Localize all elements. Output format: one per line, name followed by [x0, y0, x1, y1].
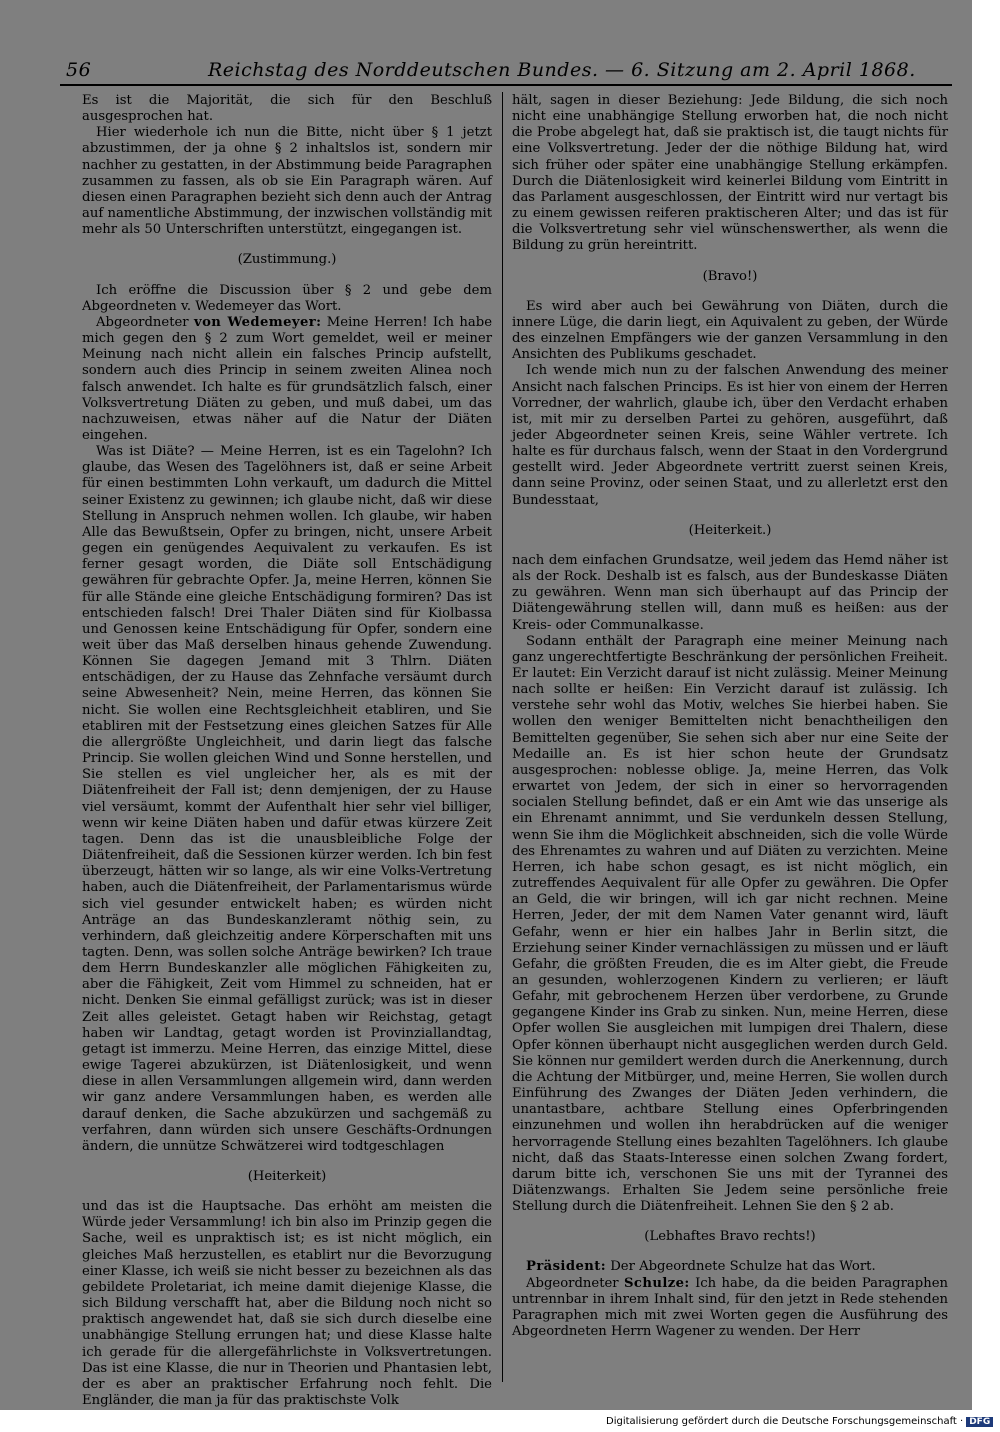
- text-paragraph: Es ist die Majorität, die sich für den Beschluß ausgesprochen hat.: [82, 93, 492, 125]
- speaker-paragraph: [512, 1259, 948, 1275]
- speaker-prefix: Abgeordneter: [526, 1275, 624, 1291]
- speech-text: Der Abgeordnete Schulze hat das Wort.: [606, 1259, 876, 1275]
- speaker-name: Präsident:: [526, 1259, 607, 1275]
- column-divider: [502, 92, 503, 1382]
- text-paragraph: Es wird aber auch bei Gewährung von Diäten, durch die innere Lüge, die darin liegt, ein Aquivalent zu geben, der Würde des einzelnen Empfängers wie der ganzen Versammlung in den Ansichten des Publikums geschadet.: [512, 298, 948, 363]
- speech-text: Ich habe, da die beiden Paragraphen untrennbar in ihrem Inhalt sind, für den jetzt in Rede stehenden Paragraphen mich mit zwei Worten gegen die Ausführung des Abgeordneten Herrn Wagener zu wenden. Der Herr: [512, 1275, 949, 1340]
- reaction-note: (Heiterkeit.): [688, 522, 772, 538]
- text-paragraph: Hier wiederhole ich nun die Bitte, nicht über § 1 jetzt abzustimmen, der ja ohne § 2 inhaltslos ist, sondern mir nachher zu gestatten, in der Abstimmung beide Paragraphen zusammen zu fassen, als ob sie Ein Paragraph wären. Auf diesen einen Paragraphen bezieht sich denn auch der Antrag auf namentliche Abstimmung, der inzwischen vollständig mit mehr als 50 Unterschriften unterstützt, eingegangen ist.: [82, 125, 492, 238]
- speaker-name: Schulze:: [624, 1275, 690, 1291]
- text-paragraph: Ich wende mich nun zu der falschen Anwendung des meiner Ansicht nach falschen Princips. Es ist hier von einem der Herren Vorredner, der wahrlich, glaube ich, über den Verdacht erhaben ist, mit mir zu derselben Partei zu gehören, ausgeführt, daß jeder Abgeordneter seinen Kreis, seine Wähler vertrete. Ich halte es für durchaus falsch, wenn der Staat in den Vordergrund gestellt wird. Jeder Abgeordnete vertritt zuerst seinen Kreis, dann seine Provinz, oder seinen Staat, und zu allerletzt erst den Bundesstaat,: [512, 363, 948, 508]
- reaction-note: (Lebhaftes Bravo rechts!): [644, 1229, 816, 1245]
- left-column: [82, 93, 492, 1409]
- text-paragraph: Sodann enthält der Paragraph eine meiner Meinung nach ganz ungerechtfertigte Beschränkung der persönlichen Freiheit. Er lautet: Ein Verzicht darauf ist nicht zulässig. Meiner Meinung nach sollte er heißen: Ein Verzicht darauf ist zulässig. Ich verstehe sehr wohl das Motiv, welches Sie hierbei haben. Sie wollen den weniger Bemittelten nicht benachtheiligen den Bemittelten gegenüber, Sie sehen sich aber nur eine Seite der Medaille an. Es ist hier schon heute der Grundsatz ausgesprochen: noblesse oblige. Ja, meine Herren, das Volk erwartet von Jedem, der sich in einer so hervorragenden socialen Stellung befindet, daß er ein Amt wie das unserige als ein Ehrenamt annimmt, und Sie verdunkeln dessen Stellung, wenn Sie ihm die Möglichkeit abschneiden, sich die volle Würde des Ehrenamtes zu wahren und auf Diäten zu verzichten. Meine Herren, ich habe schon gesagt, es ist nicht möglich, ein zutreffendes Aequivalent für alle Opfer zu gewähren. Die Opfer an Geld, die wir bringen, will ich gar nicht rechnen. Meine Herren, Jeder, der mit dem Namen Vater genannt wird, läuft Gefahr, wenn er hier ein halbes Jahr in Berlin sitzt, die Erziehung seiner Kinder vernachlässigen zu müssen und er läuft Gefahr, die größten Freuden, die es im Alter giebt, die Freude an gesunden, wohlerzogenen Kindern zu verlieren; er läuft Gefahr, mit gebrochenem Herzen über verdorbene, zu Grunde gegangene Kinder ins Grab zu sinken. Nun, meine Herren, diese Opfer wollen Sie ausgleichen mit lumpigen drei Thalern, diese Opfer können überhaupt nicht ausgeglichen werden durch Geld. Sie können nur gemildert werden durch die Anerkennung, durch die Achtung der Mitbürger, und, meine Herren, Sie wollen durch Einführung des Zwanges der Diäten Jeden verhindern, die unantastbare, achtbare Stellung eines Opferbringenden einzunehmen und wollen ihn herabdrücken auf die weniger hervorragende Stellung eines bezahlten Tagelöhners. Ich glaube nicht, daß das Staats-Interesse einen solchen Zwang fordert, darum bitte ich, verschonen Sie uns mit der Tyrannei des Diätenzwangs. Erhalten Sie Jedem seine persönliche freie Stellung durch die Diätenfreiheit. Lehnen Sie den § 2 ab.: [512, 633, 948, 1215]
- text-paragraph: und das ist die Hauptsache. Das erhöht am meisten die Würde jeder Versammlung! ich bin also im Prinzip gegen die Sache, weil es unpraktisch ist; es ist nicht möglich, ein gleiches Maß herzustellen, es etablirt nur die Bevorzugung einer Klasse, ich weiß sie nicht besser zu bezeichnen als das gebildete Proletariat, ich meine damit diejenige Klasse, die sich Bildung verschafft hat, aber die Bildung noch nicht so praktisch angewendet hat, daß sie sich durch dieselbe eine unabhängige Stellung errungen hat; und diese Klasse halte ich gerade für die allergefährlichste in Volksvertretungen. Das ist eine Klasse, die nur in Theorien und Phantasien lebt, der es aber an praktischer Erfahrung noch fehlt. Die Engländer, die man ja für das praktischste Volk: [82, 1199, 492, 1409]
- header-rule: [60, 84, 952, 86]
- speaker-name: von Wedemeyer:: [194, 314, 322, 330]
- speaker-paragraph: [82, 315, 492, 444]
- text-paragraph: hält, sagen in dieser Beziehung: Jede Bildung, die sich noch nicht eine unabhängige Stellung erworben hat, die noch nicht die Probe abgelegt hat, daß sie praktisch ist, die taugt nichts für eine Volksvertretung. Jeder der die nöthige Bildung hat, wird sich früher oder später eine unabhängige Stellung erkämpfen. Durch die Diätenlosigkeit wird keinerlei Bildung vom Eintritt in das Parlament ausgeschlossen, der Eintritt wird nur vertagt bis zu einem gewissen reiferen praktischeren Alter; und das ist für die Volksvertretung sehr viel wünschenswerther, als wenn die Bildung zu grün hereintritt.: [512, 93, 948, 254]
- speech-text: Meine Herren! Ich habe mich gegen den § 2 zum Wort gemeldet, weil er meiner Meinung nach nicht allein ein falsches Princip aufstellt, sondern auch dies Princip in seinem zweiten Alinea noch falsch anwendet. Ich halte es für grundsätzlich falsch, einer Volksvertretung Diäten zu geben, und muß dabei, um das nachzuweisen, etwas näher auf die Natur der Diäten eingehen.: [82, 314, 492, 443]
- footer-credit: [606, 1416, 996, 1430]
- reaction-note: (Bravo!): [702, 268, 758, 284]
- running-title: Reichstag des Norddeutschen Bundes. — 6. Sitzung am 2. April 1868.: [208, 59, 916, 81]
- speaker-paragraph: [512, 1276, 948, 1341]
- footer-text: Digitalisierung gefördert durch die Deutsche Forschungsgemeinschaft ·: [606, 1416, 964, 1427]
- speaker-prefix: Abgeordneter: [96, 314, 194, 330]
- text-paragraph: nach dem einfachen Grundsatze, weil jedem das Hemd näher ist als der Rock. Deshalb ist es falsch, aus der Bundeskasse Diäten zu gewähren. Wenn man sich überhaupt auf das Princip der Diätengewährung stellen will, dann muß es heißen: aus der Kreis- oder Communalkasse.: [512, 552, 948, 633]
- page-number: 56: [66, 59, 92, 81]
- dfg-logo: DFG: [966, 1417, 993, 1427]
- text-paragraph: Was ist Diäte? — Meine Herren, ist es ein Tagelohn? Ich glaube, das Wesen des Tagelöhners ist, daß er seine Arbeit für einen bestimmten Lohn verkauft, um dadurch die Mittel seiner Existenz zu gewinnen; ich glaube nicht, daß wir diese Stellung in Anspruch nehmen wollen. Ich glaube, wir haben Alle das Bewußtsein, Opfer zu bringen, nicht, unsere Arbeit gegen ein genügendes Aequivalent zu verkaufen. Es ist ferner gesagt worden, die Diäte soll Entschädigung gewähren für gebrachte Opfer. Ja, meine Herren, können Sie für alle Stände eine gleiche Entschädigung formiren? Das ist entschieden falsch! Drei Thaler Diäten sind für Kiolbassa und Genossen keine Entschädigung für Opfer, sondern eine weit über das Maß derselben hinaus gehende Zuwendung. Können Sie dagegen Jemand mit 3 Thlrn. Diäten entschädigen, der zu Hause das Zehnfache versäumt durch seine Abwesenheit? Nein, meine Herren, das können Sie nicht. Sie wollen eine Rechtsgleichheit etabliren, und Sie etabliren mit der Festsetzung eines gleichen Satzes für Alle die allergrößte Ungleichheit, und darin liegt das falsche Princip. Sie wollen gleichen Wind und Sonne herstellen, und Sie stellen es viel ungleicher her, als es mit der Diätenfreiheit der Fall ist; denn demjenigen, der zu Hause viel versäumt, kommt der Aufenthalt hier sehr viel billiger, wenn wir keine Diäten haben und dafür etwas kürzere Zeit tagen. Denn das ist die unausbleibliche Folge der Diätenfreiheit, daß die Sessionen kürzer werden. Ich bin fest überzeugt, hätten wir so lange, als wir eine Volks-Vertretung haben, auch die Diätenfreiheit, der Parlamentarismus würde sich viel gesunder entwickelt haben; es würden nicht Anträge an das Bundeskanzleramt nöthig sein, zu verhindern, daß gleichzeitig andere Körperschaften mit uns tagten. Denn, was sollen solche Anträge bewirken? Ich traue dem Herrn Bundeskanzler alle möglichen Fähigkeiten zu, aber die Fähigkeit, Zeit vom Himmel zu schneiden, hat er nicht. Denken Sie einmal gefälligst zurück; was ist in dieser Zeit alles geleistet. Getagt haben wir Reichstag, getagt haben wir Landtag, getagt worden ist Provinziallandtag, getagt ist immerzu. Meine Herren, das einzige Mittel, diese ewige Tagerei abzukürzen, ist Diätenlosigkeit, und wenn diese in allen Versammlungen allgemein wird, dann werden wir ganz andere Versammlungen haben, es werden alle darauf denken, die Sache abzukürzen und sachgemäß zu verfahren, dann würden sich unsere Geschäfts-Ordnungen ändern, die unnütze Schwätzerei wird todtgeschlagen: [82, 444, 492, 1154]
- right-column: [512, 93, 948, 1383]
- reaction-note: (Zustimmung.): [237, 252, 337, 268]
- reaction-note: (Heiterkeit): [247, 1169, 327, 1184]
- text-paragraph: Ich eröffne die Discussion über § 2 und gebe dem Abgeordneten v. Wedemeyer das Wort.: [82, 282, 492, 314]
- page-header: [58, 57, 952, 87]
